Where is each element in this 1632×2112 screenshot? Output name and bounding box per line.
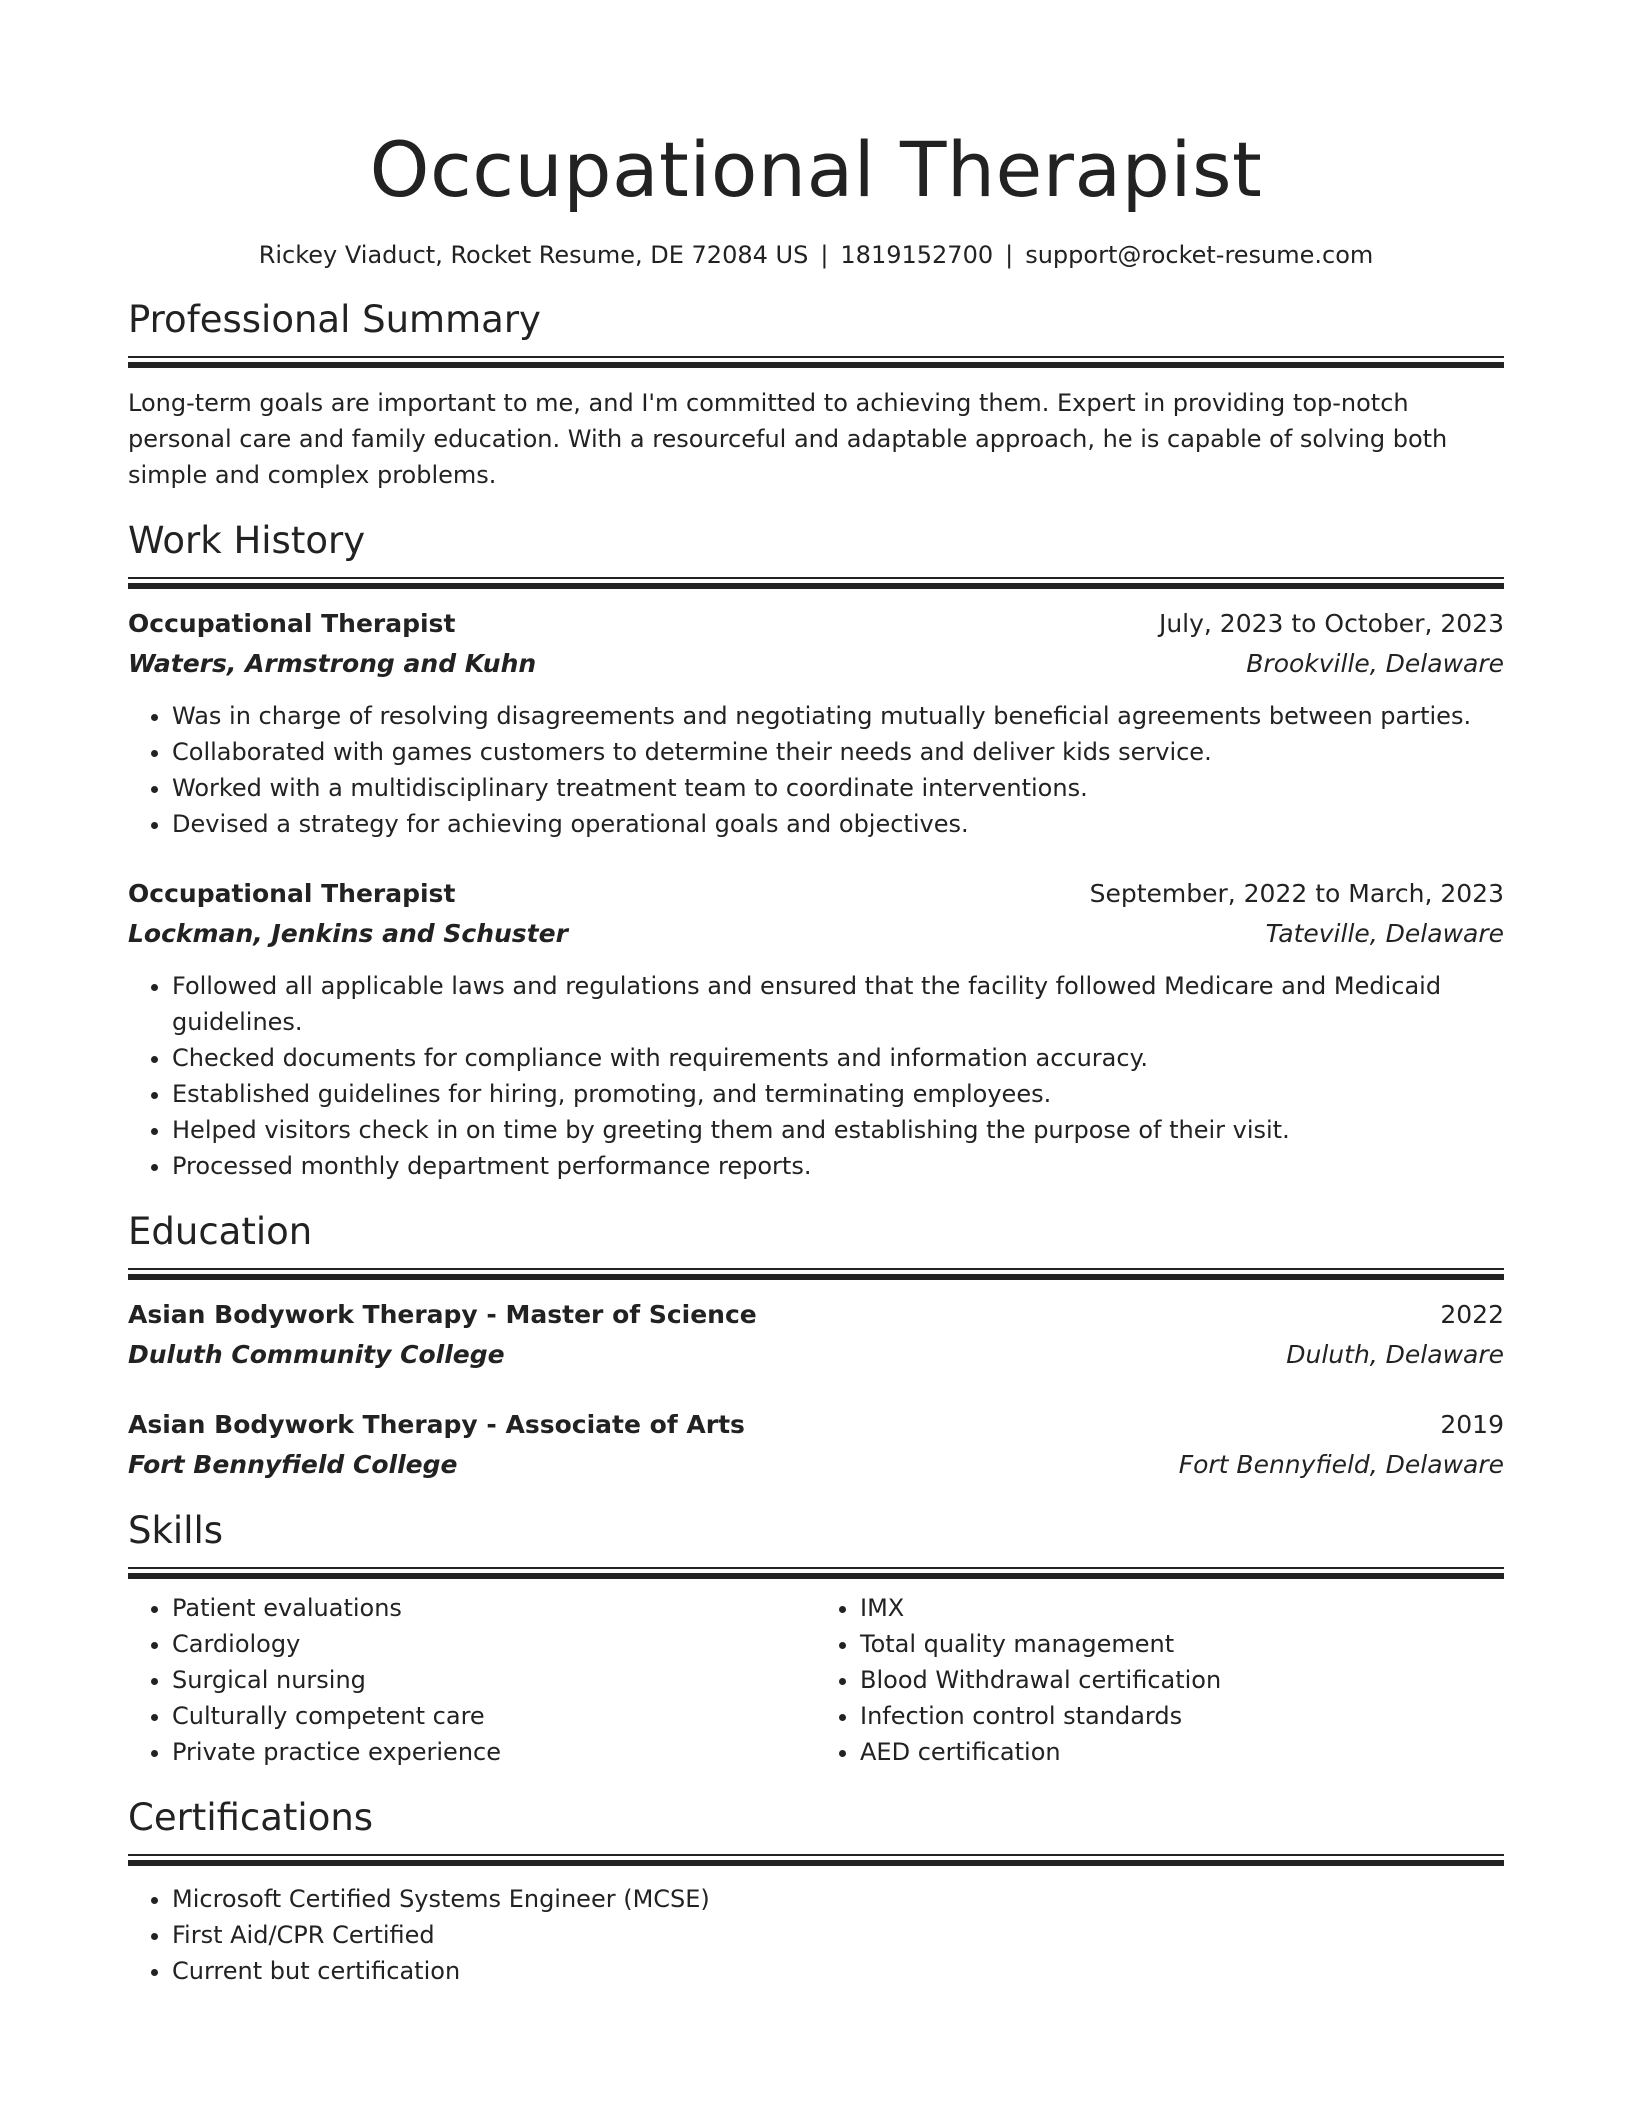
skills-columns [128,1590,1504,1770]
list-item: • Current but certification [172,1953,1504,1989]
section-heading: Skills [128,1509,224,1552]
section-divider [128,1268,1504,1279]
list-item: • Collaborated with games customers to determine their needs and deliver kids service. [172,734,1504,770]
summary-text: Long-term goals are important to me, and I'm committed to achieving them. Expert in providing top-notch personal care and family education. With a resourceful and adaptable approach, he is capable of solving both simple and complex problems. [128,389,1448,489]
list-item: • Patient evaluations [172,1590,816,1626]
list-item: • Total quality management [860,1626,1504,1662]
list-item: • Blood Withdrawal certification [860,1662,1504,1698]
section-heading: Professional Summary [128,298,541,341]
section-heading: Certifications [128,1796,374,1839]
job-title: Occupational Therapist [128,879,456,908]
section-divider [128,1567,1504,1578]
list-item: • Private practice experience [172,1734,816,1770]
education-school: Fort Bennyfield College [128,1450,458,1479]
education-year: 2022 [1440,1300,1504,1329]
job-dates: July, 2023 to October, 2023 [1158,609,1504,638]
list-item: • AED certification [860,1734,1504,1770]
contact-phone: 1819152700 [840,241,994,269]
job-title: Occupational Therapist [128,609,456,638]
skills-list-right [816,1590,1504,1770]
education-year: 2019 [1440,1410,1504,1439]
list-item: • IMX [860,1590,1504,1626]
section-heading: Education [128,1210,313,1253]
list-item: • Established guidelines for hiring, promoting, and terminating employees. [172,1076,1504,1112]
list-item: • Culturally competent care [172,1698,816,1734]
list-item: • First Aid/CPR Certified [172,1917,1504,1953]
education-location: Duluth, Delaware [1286,1340,1504,1369]
list-item: • Was in charge of resolving disagreements and negotiating mutually beneficial agreements between parties. [172,698,1504,734]
summary-section [128,296,1504,493]
education-location: Fort Bennyfield, Delaware [1178,1450,1504,1479]
education-degree: Asian Bodywork Therapy - Associate of Arts [128,1410,745,1439]
education-section [128,1208,1504,1483]
contact-email[interactable]: support@rocket-resume.com [1025,241,1374,269]
section-heading: Work History [128,519,366,562]
contact-line [128,238,1504,272]
contact-address: Rickey Viaduct, Rocket Resume, DE 72084 US [258,241,809,269]
list-item: • Checked documents for compliance with requirements and information accuracy. [172,1040,1504,1076]
section-divider [128,356,1504,367]
resume-page [128,0,1504,1989]
section-divider [128,577,1504,588]
section-divider [128,1854,1504,1865]
job-location: Brookville, Delaware [1246,649,1504,678]
education-school: Duluth Community College [128,1340,505,1369]
job-bullets [128,968,1504,1184]
job-company: Waters, Armstrong and Kuhn [128,649,537,678]
list-item: • Worked with a multidisciplinary treatment team to coordinate interventions. [172,770,1504,806]
education-entry [128,1297,1504,1373]
job-entry [128,606,1504,842]
contact-separator: | [1005,241,1014,269]
job-bullets [128,698,1504,842]
resume-title: Occupational Therapist [369,125,1263,214]
list-item: • Microsoft Certified Systems Engineer (MCSE) [172,1881,1504,1917]
list-item: • Processed monthly department performance reports. [172,1148,1504,1184]
skills-section [128,1507,1504,1770]
job-entry [128,876,1504,1184]
list-item: • Followed all applicable laws and regulations and ensured that the facility followed Medicare and Medicaid guidelines. [172,968,1504,1040]
certifications-list [128,1881,1504,1989]
list-item: • Surgical nursing [172,1662,816,1698]
job-dates: September, 2022 to March, 2023 [1089,879,1504,908]
skills-list-left [128,1590,816,1770]
education-degree: Asian Bodywork Therapy - Master of Science [128,1300,757,1329]
contact-separator: | [820,241,829,269]
list-item: • Cardiology [172,1626,816,1662]
list-item: • Devised a strategy for achieving operational goals and objectives. [172,806,1504,842]
education-entry [128,1407,1504,1483]
job-company: Lockman, Jenkins and Schuster [128,919,568,948]
certifications-section [128,1794,1504,1989]
work-history-section [128,517,1504,1184]
list-item: • Infection control standards [860,1698,1504,1734]
list-item: • Helped visitors check in on time by greeting them and establishing the purpose of their visit. [172,1112,1504,1148]
job-location: Tateville, Delaware [1265,919,1504,948]
